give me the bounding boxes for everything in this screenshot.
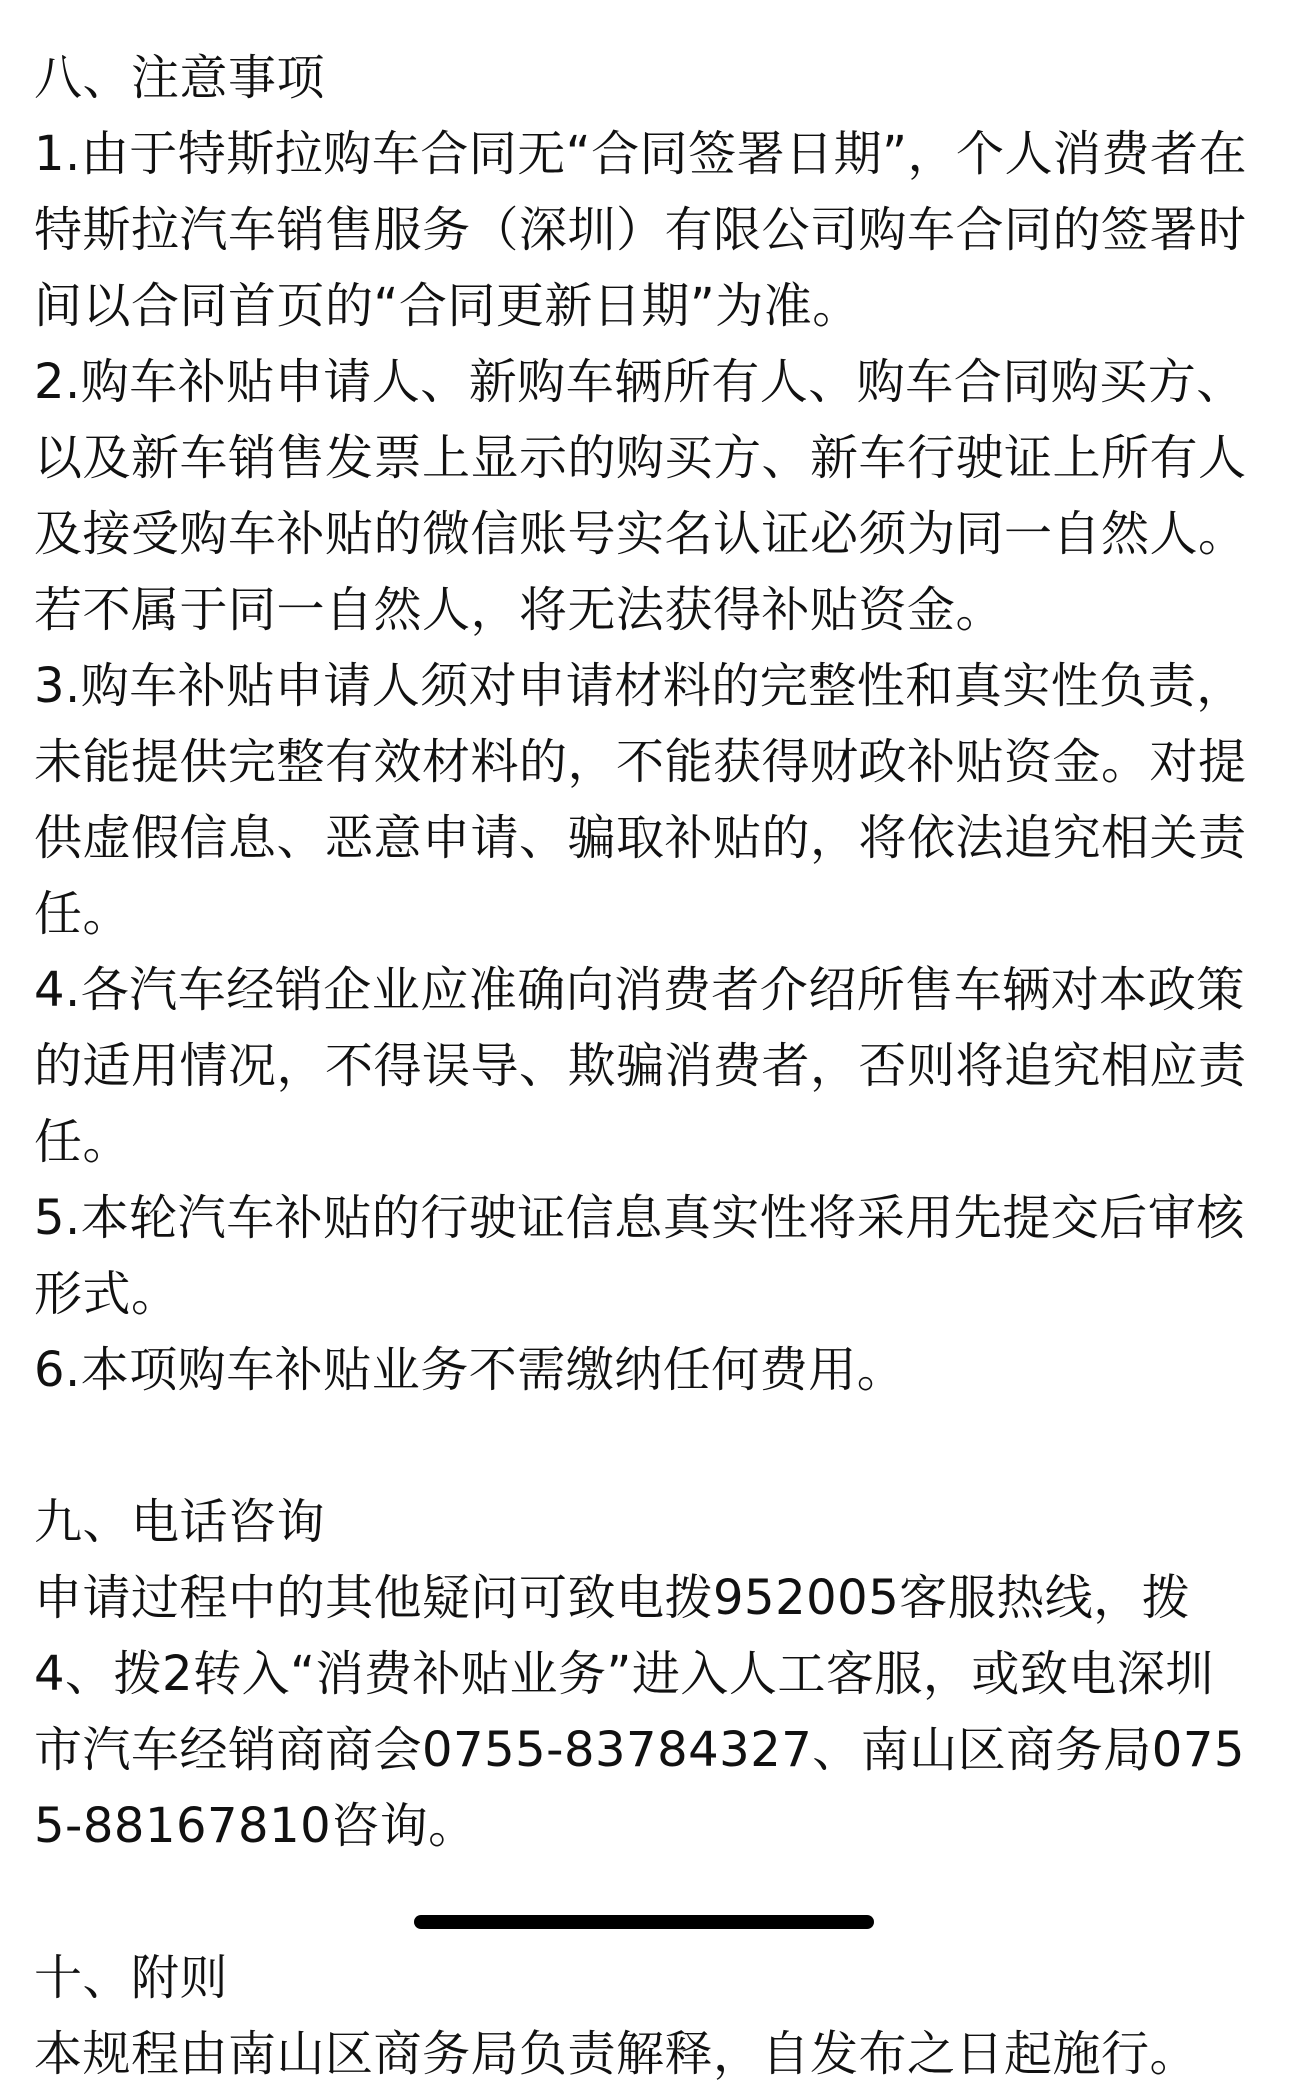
section-heading-phone: 九、电话咨询 (34, 1494, 326, 1550)
note-item-3: 3.购车补贴申请人须对申请材料的完整性和真实性负责，未能提供完整有效材料的，不能获得财政补贴资金。对提供虚假信息、恶意申请、骗取补贴的，将依法追究相关责任。 (34, 658, 1247, 942)
section-notes (34, 40, 1259, 1408)
note-item-5: 5.本轮汽车补贴的行驶证信息真实性将采用先提交后审核形式。 (34, 1190, 1245, 1322)
section-phone (34, 1484, 1259, 1864)
section-heading-notes: 八、注意事项 (34, 50, 326, 106)
section-appendix (34, 1940, 1259, 2092)
document-content (34, 40, 1259, 2092)
note-item-6: 6.本项购车补贴业务不需缴纳任何费用。 (34, 1342, 906, 1398)
note-item-4: 4.各汽车经销企业应准确向消费者介绍所售车辆对本政策的适用情况，不得误导、欺骗消费者，否则将追究相应责任。 (34, 962, 1247, 1170)
section-heading-appendix: 十、附则 (34, 1950, 229, 2006)
home-indicator[interactable] (414, 1915, 874, 1929)
note-item-2: 2.购车补贴申请人、新购车辆所有人、购车合同购买方、以及新车销售发票上显示的购买方、新车行驶证上所有人及接受购车补贴的微信账号实名认证必须为同一自然人。若不属于同一自然人，将无法获得补贴资金。 (34, 354, 1247, 638)
note-item-1: 1.由于特斯拉购车合同无“合同签署日期”，个人消费者在特斯拉汽车销售服务（深圳）有限公司购车合同的签署时间以合同首页的“合同更新日期”为准。 (34, 126, 1248, 334)
phone-consultation-text: 申请过程中的其他疑问可致电拨952005客服热线，拨4、拨2转入“消费补贴业务”进入人工客服，或致电深圳市汽车经销商商会0755-83784327、南山区商务局0755-88167810咨询。 (34, 1570, 1245, 1854)
appendix-text: 本规程由南山区商务局负责解释，自发布之日起施行。 (34, 2026, 1199, 2082)
